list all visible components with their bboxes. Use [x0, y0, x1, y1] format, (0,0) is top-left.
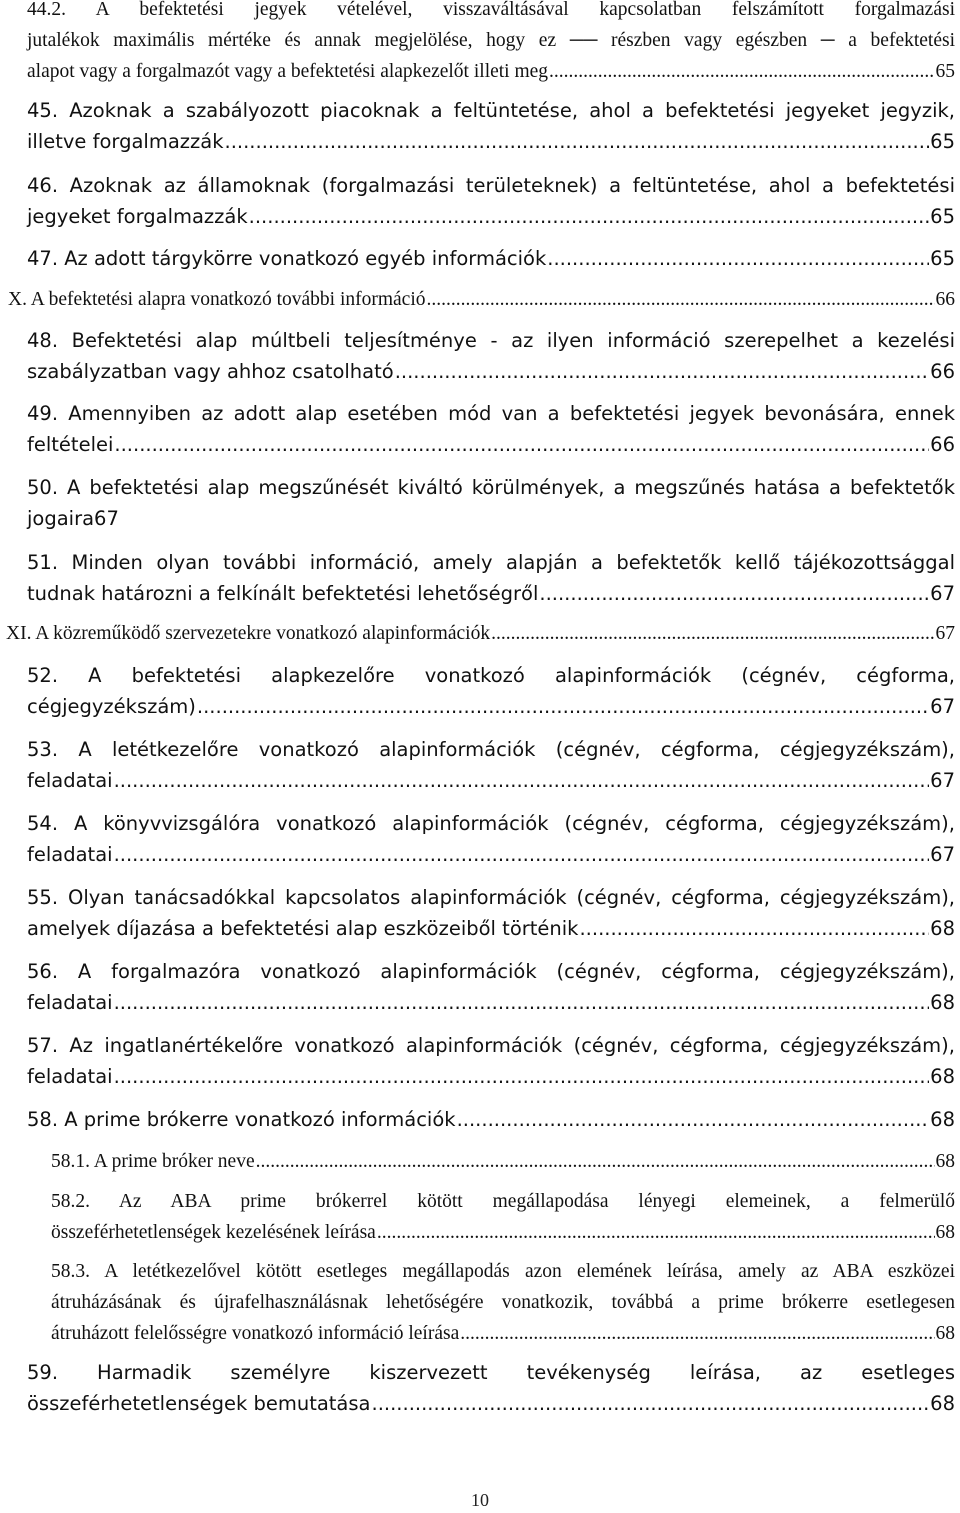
toc-entry-46[interactable]	[27, 170, 955, 232]
toc-title: cégjegyzékszám)	[27, 695, 196, 718]
page-ref: 65	[930, 130, 955, 153]
dot-leader	[427, 284, 935, 315]
dot-leader	[114, 429, 929, 460]
dot-leader	[460, 1318, 934, 1349]
page-ref: 65	[930, 205, 955, 228]
toc-title: feladatai	[27, 1065, 113, 1088]
toc-title: XI. A közreműködő szervezetekre vonatkozó alapinformációk	[6, 623, 491, 644]
dot-leader	[457, 1104, 930, 1135]
toc-title: jegyeket forgalmazzák	[27, 205, 248, 228]
toc-line: 49. Amennyiben az adott alap esetében mód van a befektetési jegyek bevonására, ennek	[27, 402, 955, 425]
toc-title: tudnak határozni a felkínált befektetési lehetőségről	[27, 582, 539, 605]
toc-line-last	[27, 126, 955, 157]
toc-line-last	[8, 284, 955, 315]
toc-line: 51. Minden olyan további információ, amely alapján a befektetők kellő tájékozottsággal	[27, 551, 955, 574]
toc-line-last	[27, 243, 955, 274]
toc-line: 58.2. Az ABA prime brókerrel kötött megállapodása lényegi elemeinek, a felmerülő	[51, 1191, 955, 1212]
page-ref: 68	[935, 1222, 955, 1243]
toc-line: 56. A forgalmazóra vonatkozó alapinformációk (cégnév, cégforma, cégjegyzékszám),	[27, 960, 955, 983]
toc-line-last	[27, 56, 955, 87]
toc-line-last	[27, 201, 955, 232]
toc-line-last	[51, 1217, 955, 1248]
page-ref: 68	[930, 991, 955, 1014]
toc-line: 59. Harmadik személyre kiszervezett tevékenység leírása, az esetleges	[27, 1361, 955, 1384]
toc-entry-50[interactable]	[27, 472, 955, 534]
toc-entry-59[interactable]	[27, 1357, 955, 1419]
page-ref: 67	[935, 623, 955, 644]
toc-line-last	[51, 1146, 955, 1177]
toc-title: jogaira67	[27, 507, 119, 530]
toc-line-last	[27, 987, 955, 1018]
dot-leader	[114, 839, 930, 870]
toc-entry-58[interactable]	[27, 1104, 955, 1135]
toc-title: feladatai	[27, 769, 113, 792]
toc-title: amelyek díjazása a befektetési alap eszközeiből történik	[27, 917, 579, 940]
dot-leader	[114, 987, 930, 1018]
toc-line: 54. A könyvvizsgálóra vonatkozó alapinformációk (cégnév, cégforma, cégjegyzékszám),	[27, 812, 955, 835]
toc-section-xi[interactable]	[6, 618, 955, 649]
toc-line: 48. Befektetési alap múltbeli teljesítménye - az ilyen információ szerepelhet a kezelési	[27, 329, 955, 352]
page-ref: 65	[930, 247, 955, 270]
toc-line: jutalékok maximális mértéke és annak megjelölése, hogy ez ── részben vagy egészben ─ a befektetési	[27, 30, 955, 51]
toc-title: összeférhetetlenségek bemutatása	[27, 1392, 371, 1415]
toc-line-last	[27, 913, 955, 944]
page-ref: 67	[930, 695, 955, 718]
dot-leader	[249, 201, 930, 232]
dot-leader	[114, 1061, 930, 1092]
dot-leader	[197, 691, 929, 722]
toc-entry-51[interactable]	[27, 547, 955, 609]
toc-entry-48[interactable]	[27, 325, 955, 387]
toc-line: 50. A befektetési alap megszűnését kiváltó körülmények, a megszűnés hatása a befektetők	[27, 476, 955, 499]
toc-line-last	[27, 765, 955, 796]
toc-title: szabályzatban vagy ahhoz csatolható	[27, 360, 394, 383]
toc-line-last	[27, 691, 955, 722]
page-ref: 66	[930, 433, 955, 456]
dot-leader	[256, 1146, 935, 1177]
page-ref: 66	[935, 289, 955, 310]
toc-entry-44-2[interactable]	[27, 0, 955, 87]
page-ref: 68	[930, 1392, 955, 1415]
toc-entry-58-2[interactable]	[51, 1186, 955, 1248]
toc-entry-55[interactable]	[27, 882, 955, 944]
dot-leader	[547, 243, 929, 274]
toc-title: alapot vagy a forgalmazót vagy a befektetési alapkezelőt illeti meg	[27, 61, 549, 82]
toc-line-last	[6, 618, 955, 649]
dot-leader	[372, 1388, 930, 1419]
toc-line: 46. Azoknak az államoknak (forgalmazási területeknek) a feltüntetése, ahol a befektetési	[27, 174, 955, 197]
page-ref: 68	[935, 1151, 955, 1172]
toc-line: 57. Az ingatlanértékelőre vonatkozó alapinformációk (cégnév, cégforma, cégjegyzékszám),	[27, 1034, 955, 1057]
toc-entry-45[interactable]	[27, 95, 955, 157]
page-ref: 68	[930, 1108, 955, 1131]
dot-leader	[491, 618, 934, 649]
toc-title: feltételei	[27, 433, 114, 456]
page-ref: 68	[930, 917, 955, 940]
toc-line: 55. Olyan tanácsadókkal kapcsolatos alapinformációk (cégnév, cégforma, cégjegyzékszám),	[27, 886, 955, 909]
toc-entry-56[interactable]	[27, 956, 955, 1018]
toc-title: feladatai	[27, 991, 113, 1014]
page-ref: 65	[935, 61, 955, 82]
toc-title: 58. A prime brókerre vonatkozó információk	[27, 1108, 456, 1131]
toc-entry-47[interactable]	[27, 243, 955, 274]
toc-line: átruházásának és újrafelhasználásnak lehetőségére vonatkozik, továbbá a prime brókerre esetlegesen	[51, 1292, 955, 1313]
page-ref: 66	[930, 360, 955, 383]
toc-entry-57[interactable]	[27, 1030, 955, 1092]
toc-title: illetve forgalmazzák	[27, 130, 224, 153]
dot-leader	[377, 1217, 935, 1248]
toc-line: 44.2. A befektetési jegyek vételével, visszaváltásával kapcsolatban felszámított forgalmazási	[27, 0, 955, 20]
toc-entry-58-3[interactable]	[51, 1256, 955, 1349]
toc-section-x[interactable]	[8, 284, 955, 315]
toc-title: átruházott felelősségre vonatkozó információ leírása	[51, 1323, 460, 1344]
page-ref: 68	[930, 1065, 955, 1088]
toc-line: 53. A letétkezelőre vonatkozó alapinformációk (cégnév, cégforma, cégjegyzékszám),	[27, 738, 955, 761]
toc-entry-49[interactable]	[27, 398, 955, 460]
toc-entry-54[interactable]	[27, 808, 955, 870]
dot-leader	[225, 126, 930, 157]
dot-leader	[579, 913, 929, 944]
toc-line-last	[51, 1318, 955, 1349]
toc-line-last	[27, 1388, 955, 1419]
dot-leader	[539, 578, 929, 609]
page-ref: 67	[930, 843, 955, 866]
dot-leader	[114, 765, 930, 796]
toc-title: X. A befektetési alapra vonatkozó további információ	[8, 289, 426, 310]
toc-line: 58.3. A letétkezelővel kötött esetleges megállapodás azon elemének leírása, amely az ABA eszközei	[51, 1261, 955, 1282]
toc-entry-58-1[interactable]	[51, 1146, 955, 1177]
toc-title: feladatai	[27, 843, 113, 866]
toc-line: 52. A befektetési alapkezelőre vonatkozó alapinformációk (cégnév, cégforma,	[27, 664, 955, 687]
toc-title: 47. Az adott tárgykörre vonatkozó egyéb információk	[27, 247, 547, 270]
page-ref: 68	[935, 1323, 955, 1344]
toc-line-last	[27, 839, 955, 870]
dot-leader	[549, 56, 934, 87]
page-ref: 67	[930, 582, 955, 605]
toc-title: 58.1. A prime bróker neve	[51, 1151, 255, 1172]
dot-leader	[395, 356, 929, 387]
toc-line-last	[27, 578, 955, 609]
toc-line-last	[27, 1104, 955, 1135]
page-number: 10	[471, 1490, 489, 1510]
toc-title: összeférhetetlenségek kezelésének leírása	[51, 1222, 376, 1243]
toc-entry-53[interactable]	[27, 734, 955, 796]
toc-line-last	[27, 429, 955, 460]
page-ref: 67	[930, 769, 955, 792]
toc-line: 45. Azoknak a szabályozott piacoknak a feltüntetése, ahol a befektetési jegyeket jegyzik,	[27, 99, 955, 122]
toc-line-last	[27, 1061, 955, 1092]
toc-entry-52[interactable]	[27, 660, 955, 722]
toc-line-last	[27, 356, 955, 387]
